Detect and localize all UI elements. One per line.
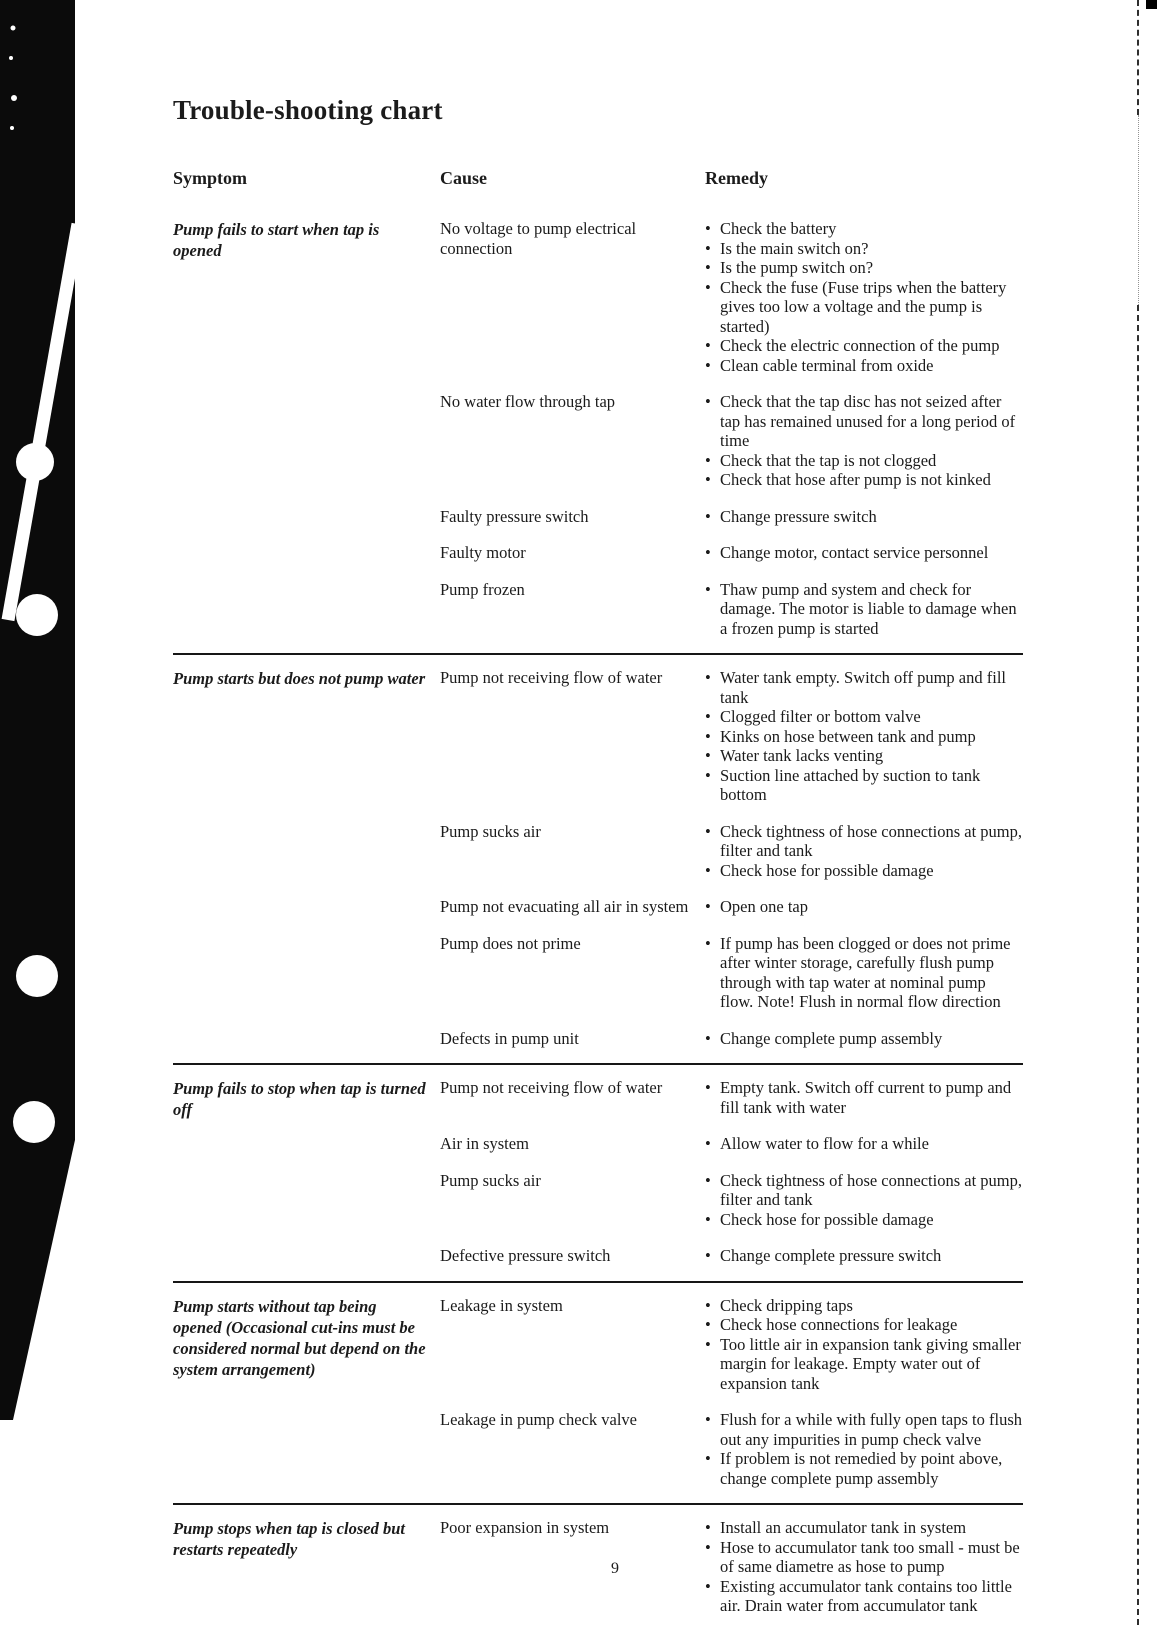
punch-hole bbox=[16, 443, 54, 481]
cause-remedy-entry bbox=[440, 1246, 1023, 1266]
cause-cell: Defects in pump unit bbox=[440, 1028, 579, 1048]
remedy-list bbox=[705, 543, 1023, 563]
cause-cell: Pump sucks air bbox=[440, 1170, 541, 1190]
remedy-list bbox=[705, 507, 1023, 527]
symptom-cell: Pump fails to start when tap is opened bbox=[173, 220, 380, 260]
cause-cell: Pump not receiving flow of water bbox=[440, 668, 663, 687]
remedy-item bbox=[705, 861, 1023, 881]
cause-cell: Pump sucks air bbox=[440, 821, 541, 841]
remedy-item bbox=[705, 1134, 1023, 1154]
remedy-item bbox=[705, 258, 1023, 278]
corner-mark bbox=[1146, 0, 1157, 9]
symptom-cell: Pump fails to stop when tap is turned off bbox=[173, 1079, 426, 1119]
remedy-text: Hose to accumulator tank too small - must be of same diametre as hose to pump bbox=[720, 1537, 1020, 1576]
remedy-item bbox=[705, 1518, 1023, 1538]
remedy-text: Clogged filter or bottom valve bbox=[720, 707, 921, 726]
page-edge-dashes bbox=[1137, 305, 1139, 1625]
remedy-item bbox=[705, 580, 1023, 639]
chart-body bbox=[173, 206, 1023, 1631]
remedy-item bbox=[705, 543, 1023, 563]
cause-remedy-entry bbox=[440, 219, 1023, 375]
remedy-text: Too little air in expansion tank giving smaller margin for leakage. Empty water out of expansion tank bbox=[720, 1334, 1021, 1393]
remedy-text: Check the battery bbox=[720, 219, 837, 238]
remedy-text: Check hose for possible damage bbox=[720, 860, 934, 880]
remedy-list bbox=[705, 1029, 1023, 1049]
cause-cell: Defective pressure switch bbox=[440, 1246, 611, 1265]
cause-remedy-entry bbox=[440, 1029, 1023, 1049]
cause-cell: Faulty motor bbox=[440, 543, 526, 562]
remedy-text: Water tank lacks venting bbox=[720, 746, 884, 765]
cause-cell: Pump not receiving flow of water bbox=[440, 1078, 663, 1097]
column-header-symptom: Symptom bbox=[173, 168, 248, 188]
remedy-list bbox=[705, 1296, 1023, 1394]
remedy-list bbox=[705, 1171, 1023, 1230]
remedy-item bbox=[705, 668, 1023, 707]
remedy-item bbox=[705, 1449, 1023, 1488]
punch-hole bbox=[16, 955, 58, 997]
remedy-item bbox=[705, 278, 1023, 337]
entry-list bbox=[440, 1296, 1023, 1489]
remedy-text: Thaw pump and system and check for damage. The motor is liable to damage when a frozen pump is started bbox=[720, 579, 1017, 638]
remedy-item bbox=[705, 470, 1023, 490]
remedy-item bbox=[705, 1171, 1023, 1210]
remedy-item bbox=[705, 1078, 1023, 1117]
remedy-list bbox=[705, 1078, 1023, 1117]
cause-remedy-entry bbox=[440, 1410, 1023, 1488]
remedy-list bbox=[705, 1246, 1023, 1266]
cause-cell: Pump frozen bbox=[440, 579, 525, 599]
remedy-list bbox=[705, 580, 1023, 639]
cause-cell: Pump does not prime bbox=[440, 933, 581, 953]
entry-list bbox=[440, 668, 1023, 1048]
content bbox=[173, 95, 1023, 1631]
remedy-text: Check that the tap is not clogged bbox=[720, 450, 937, 470]
remedy-item bbox=[705, 822, 1023, 861]
remedy-text: Allow water to flow for a while bbox=[720, 1134, 929, 1153]
remedy-item bbox=[705, 219, 1023, 239]
cause-cell: Poor expansion in system bbox=[440, 1518, 610, 1537]
remedy-item bbox=[705, 1296, 1023, 1316]
remedy-list bbox=[705, 392, 1023, 490]
scan-speck bbox=[11, 95, 17, 101]
remedy-item bbox=[705, 1335, 1023, 1394]
remedy-text: Check the electric connection of the pump bbox=[720, 336, 1000, 355]
remedy-item bbox=[705, 507, 1023, 527]
remedy-item bbox=[705, 1410, 1023, 1449]
remedy-item bbox=[705, 727, 1023, 747]
remedy-item bbox=[705, 356, 1023, 376]
remedy-text: Is the pump switch on? bbox=[720, 258, 874, 277]
remedy-item bbox=[705, 1315, 1023, 1335]
cause-remedy-entry bbox=[440, 1078, 1023, 1117]
symptom-group bbox=[173, 1063, 1023, 1281]
remedy-text: Is the main switch on? bbox=[720, 238, 869, 258]
cause-cell: Pump not evacuating all air in system bbox=[440, 897, 689, 916]
remedy-text: Existing accumulator tank contains too little air. Drain water from accumulator tank bbox=[720, 1576, 1012, 1615]
remedy-item bbox=[705, 1577, 1023, 1616]
remedy-text: Check that hose after pump is not kinked bbox=[720, 470, 991, 489]
remedy-text: Install an accumulator tank in system bbox=[720, 1518, 967, 1537]
cause-cell: Faulty pressure switch bbox=[440, 506, 589, 526]
remedy-list bbox=[705, 1410, 1023, 1488]
remedy-text: Check that the tap disc has not seized after tap has remained unused for a long period of time bbox=[720, 392, 1016, 450]
symptom-group bbox=[173, 1281, 1023, 1504]
page-title: Trouble-shooting chart bbox=[173, 95, 443, 125]
cause-cell: No voltage to pump electrical connection bbox=[440, 219, 637, 258]
column-header-cause: Cause bbox=[440, 168, 488, 188]
binding-bar bbox=[0, 0, 95, 1435]
symptom-cell: Pump starts but does not pump water bbox=[173, 669, 426, 688]
cause-remedy-entry bbox=[440, 1134, 1023, 1154]
remedy-list bbox=[705, 822, 1023, 881]
punch-hole bbox=[16, 594, 58, 636]
remedy-text: Open one tap bbox=[720, 897, 808, 916]
remedy-text: Change complete pressure switch bbox=[720, 1246, 942, 1265]
remedy-item bbox=[705, 897, 1023, 917]
remedy-text: Empty tank. Switch off current to pump and fill tank with water bbox=[720, 1078, 1012, 1117]
remedy-item bbox=[705, 934, 1023, 1012]
remedy-list bbox=[705, 1134, 1023, 1154]
symptom-group bbox=[173, 653, 1023, 1063]
cause-remedy-entry bbox=[440, 507, 1023, 527]
cause-remedy-entry bbox=[440, 934, 1023, 1012]
punch-hole bbox=[13, 1101, 55, 1143]
cause-remedy-entry bbox=[440, 897, 1023, 917]
symptom-group bbox=[173, 206, 1023, 653]
page-edge-dashes bbox=[1138, 115, 1139, 305]
remedy-text: Check tightness of hose connections at pump, filter and tank bbox=[720, 821, 1022, 860]
cause-cell: Leakage in pump check valve bbox=[440, 1410, 637, 1429]
remedy-item bbox=[705, 746, 1023, 766]
symptom-cell: Pump stops when tap is closed but restarts repeatedly bbox=[173, 1519, 405, 1559]
remedy-text: Check hose for possible damage bbox=[720, 1209, 934, 1229]
entry-list bbox=[440, 1078, 1023, 1266]
remedy-text: Check dripping taps bbox=[720, 1295, 853, 1315]
remedy-text: Kinks on hose between tank and pump bbox=[720, 726, 976, 746]
remedy-item bbox=[705, 707, 1023, 727]
remedy-item bbox=[705, 451, 1023, 471]
remedy-text: Water tank empty. Switch off pump and fill tank bbox=[720, 668, 1006, 707]
remedy-text: If problem is not remedied by point above, change complete pump assembly bbox=[720, 1449, 1003, 1488]
symptom-cell: Pump starts without tap being opened (Occasional cut-ins must be considered normal but depend on the system arrangement) bbox=[173, 1296, 426, 1379]
remedy-text: Suction line attached by suction to tank bottom bbox=[720, 765, 981, 804]
remedy-list bbox=[705, 897, 1023, 917]
scan-speck bbox=[9, 56, 13, 60]
remedy-item bbox=[705, 336, 1023, 356]
remedy-text: Check tightness of hose connections at pump, filter and tank bbox=[720, 1170, 1022, 1209]
remedy-item bbox=[705, 1246, 1023, 1266]
cause-cell: No water flow through tap bbox=[440, 392, 616, 411]
cause-remedy-entry bbox=[440, 1296, 1023, 1394]
page-edge-dashes bbox=[1137, 0, 1139, 115]
page-number: 9 bbox=[611, 1560, 619, 1577]
remedy-text: Clean cable terminal from oxide bbox=[720, 355, 934, 375]
scan-speck bbox=[10, 126, 14, 130]
cause-remedy-entry bbox=[440, 543, 1023, 563]
remedy-item bbox=[705, 239, 1023, 259]
remedy-text: Change pressure switch bbox=[720, 506, 877, 526]
cause-remedy-entry bbox=[440, 392, 1023, 490]
remedy-list bbox=[705, 668, 1023, 805]
cause-remedy-entry bbox=[440, 1171, 1023, 1230]
column-header-remedy: Remedy bbox=[705, 168, 768, 188]
remedy-text: If pump has been clogged or does not prime after winter storage, carefully flush pump through with tap water at nominal pump flow. Note! Flush in normal flow direction bbox=[720, 933, 1011, 1011]
cause-cell: Air in system bbox=[440, 1134, 529, 1153]
entry-list bbox=[440, 219, 1023, 638]
remedy-item bbox=[705, 392, 1023, 451]
remedy-item bbox=[705, 766, 1023, 805]
remedy-item bbox=[705, 1210, 1023, 1230]
remedy-list bbox=[705, 219, 1023, 375]
scan-speck bbox=[11, 26, 16, 31]
remedy-item bbox=[705, 1029, 1023, 1049]
binding-bar-shape bbox=[0, 0, 75, 1420]
cause-remedy-entry bbox=[440, 580, 1023, 639]
cause-cell: Leakage in system bbox=[440, 1295, 563, 1315]
remedy-text: Flush for a while with fully open taps to flush out any impurities in pump check valve bbox=[720, 1410, 1023, 1449]
remedy-text: Check hose connections for leakage bbox=[720, 1315, 958, 1334]
cause-remedy-entry bbox=[440, 668, 1023, 805]
remedy-text: Change motor, contact service personnel bbox=[720, 543, 989, 562]
cause-remedy-entry bbox=[440, 822, 1023, 881]
remedy-list bbox=[705, 934, 1023, 1012]
remedy-text: Check the fuse (Fuse trips when the battery gives too low a voltage and the pump is started) bbox=[720, 277, 1007, 336]
remedy-text: Change complete pump assembly bbox=[720, 1028, 943, 1048]
column-headers bbox=[173, 168, 1023, 189]
